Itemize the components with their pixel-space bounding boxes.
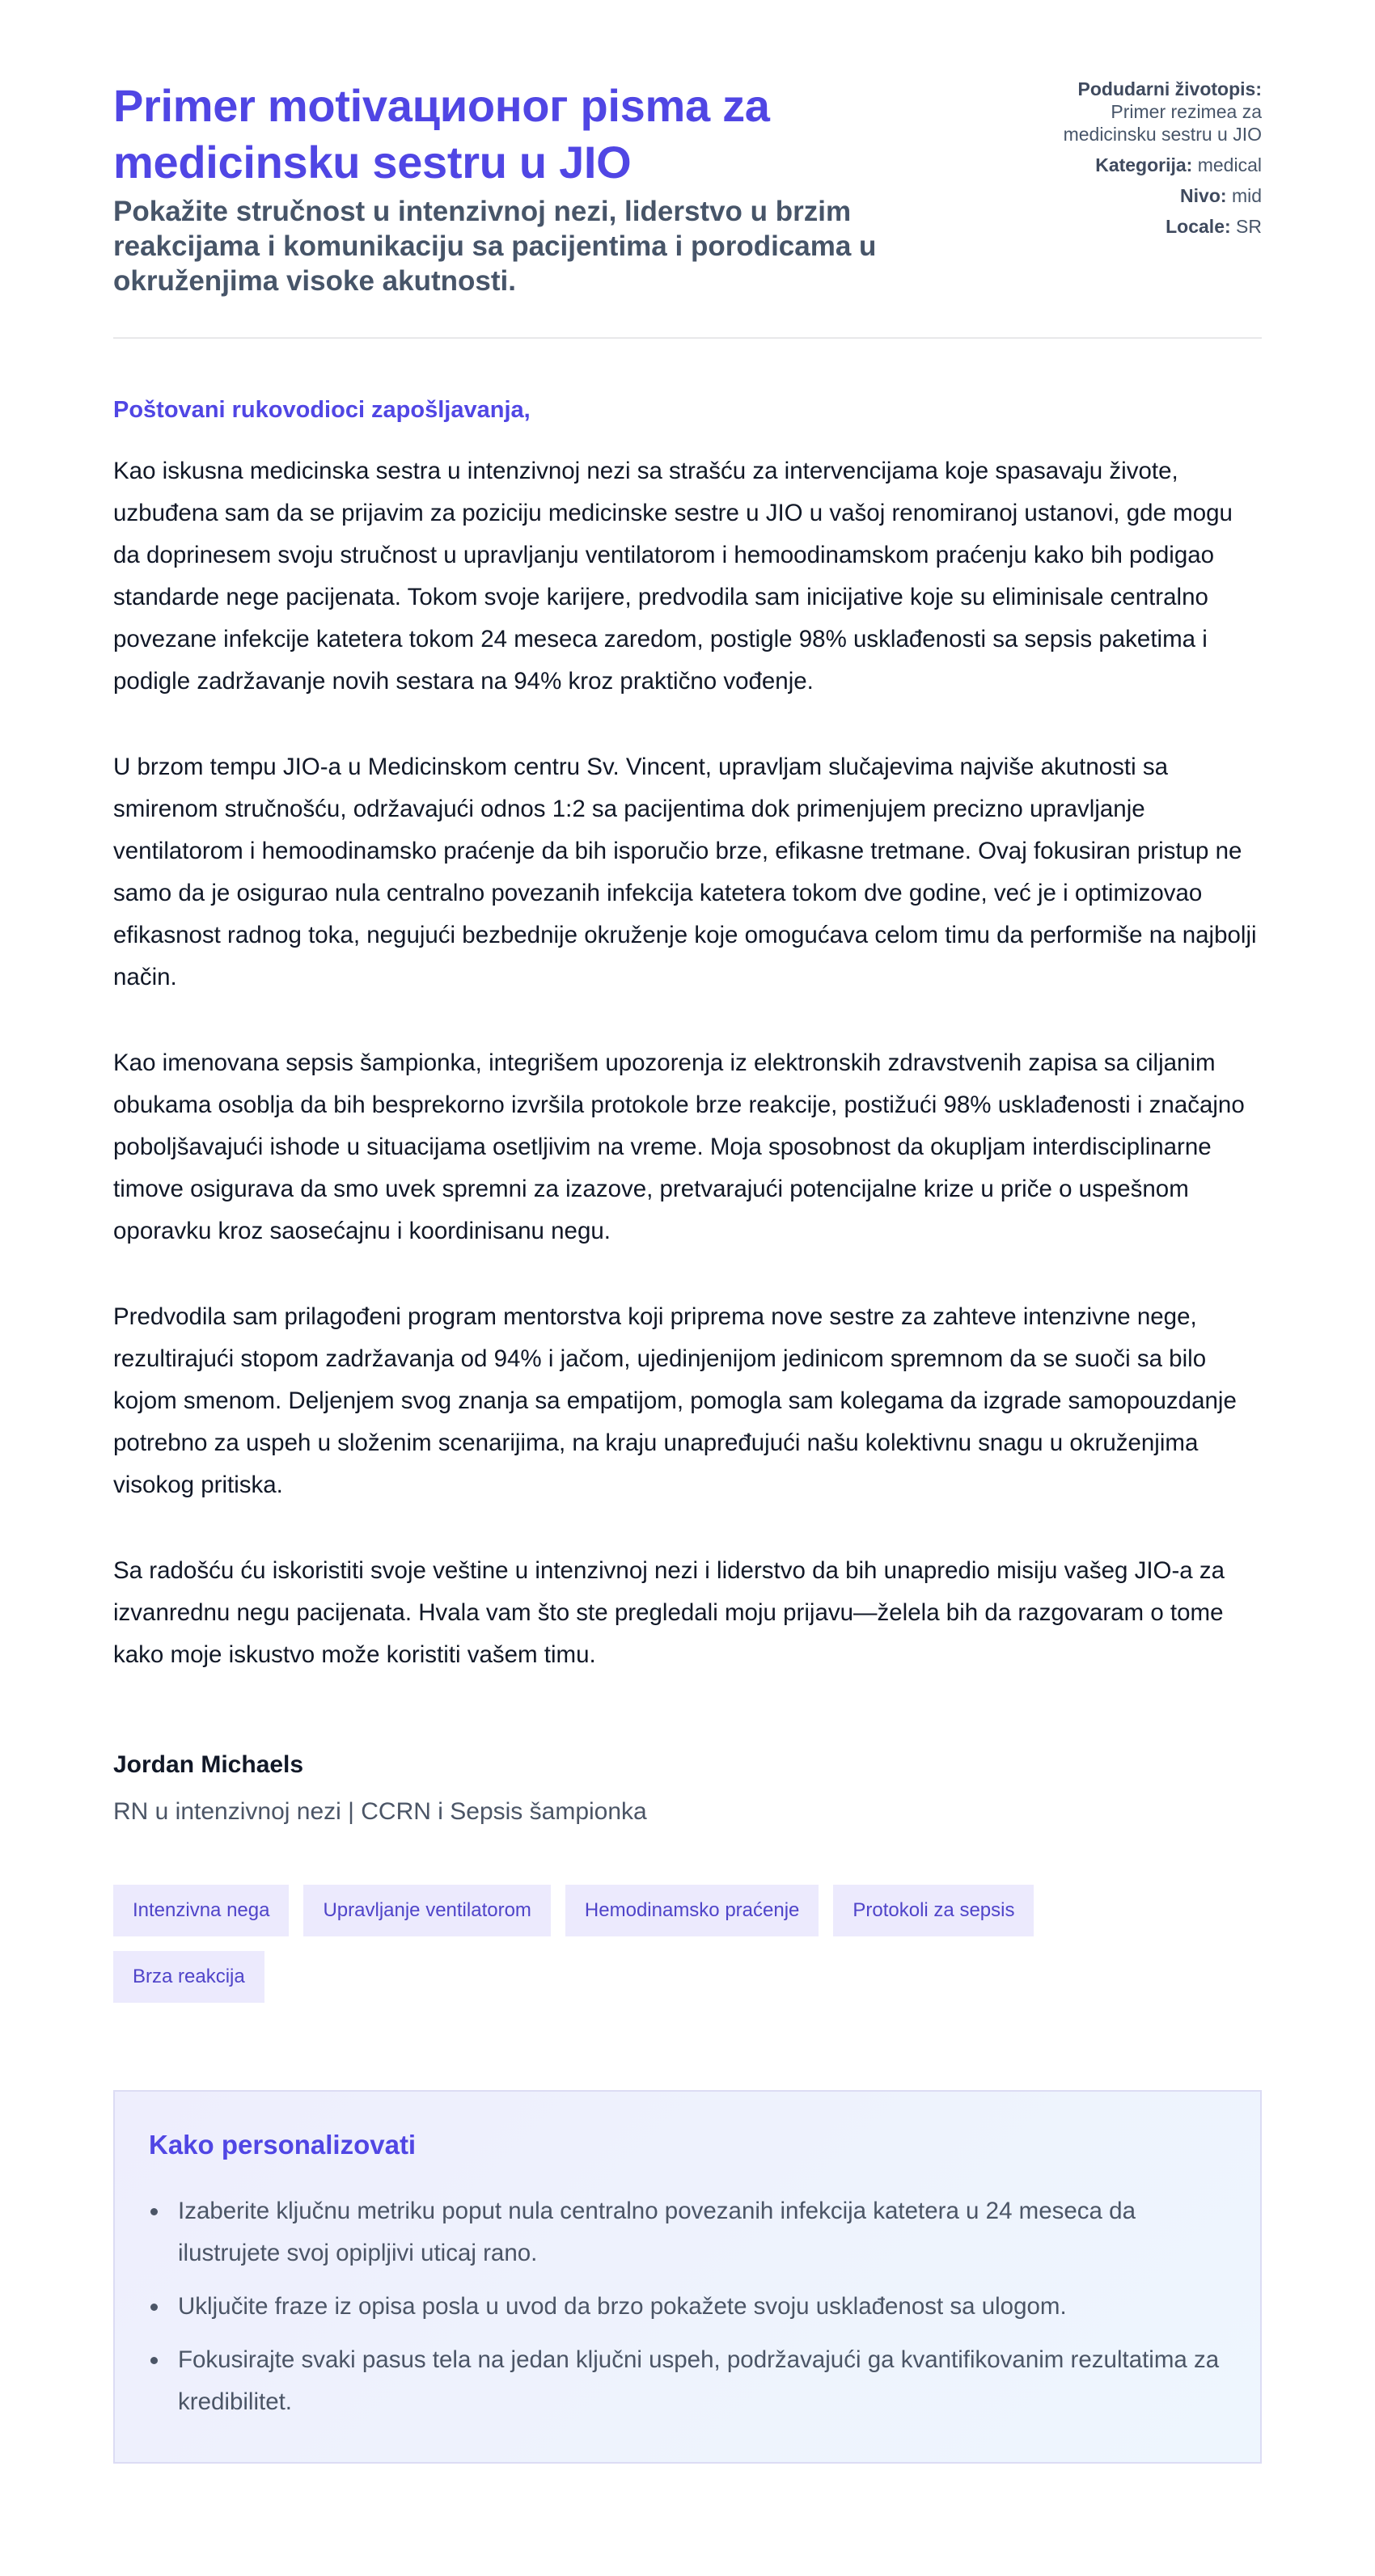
skill-tag[interactable]: Upravljanje ventilatorom xyxy=(303,1885,550,1936)
meta-level xyxy=(1019,184,1262,207)
tips-item xyxy=(149,2286,1226,2328)
meta-category-label: Kategorija: xyxy=(1095,154,1193,175)
tips-item-text: Fokusirajte svaki pasus tela na jedan ključni uspeh, podržavajući ga kvantifikovanim rezultatima za kredibilitet. xyxy=(178,2346,1220,2415)
page-header xyxy=(113,78,1262,339)
letter-greeting: Poštovani rukovodioci zapošljavanja, xyxy=(113,397,531,423)
cover-letter-page xyxy=(113,0,1262,2528)
meta-resume-label: Podudarni životopis: xyxy=(1077,78,1262,99)
tips-item xyxy=(149,2339,1226,2423)
skill-tag[interactable]: Brza reakcija xyxy=(113,1951,264,2003)
meta-category xyxy=(1019,154,1262,176)
skill-tag[interactable]: Protokoli za sepsis xyxy=(833,1885,1034,1936)
skill-tag[interactable]: Intenzivna nega xyxy=(113,1885,289,1936)
letter-paragraph: Kao iskusna medicinska sestra u intenzivnoj nezi sa strašću za intervencijama koje spasavaju živote, uzbuđena sam da se prijavim za poziciju medicinske sestre u JIO u vašoj renomiranoj ustanovi, gde mogu da doprinesem svoju stručnost u upravljanju ventilatorom i hemoodinamskom praćenju kako bih podigao standarde nege pacijenata. Tokom svoje karijere, predvodila sam inicijative koje su eliminisale centralno povezane infekcije katetera tokom 24 meseca zaredom, postigle 98% usklađenosti sa sepsis paketima i podigle zadržavanje novih sestara na 94% kroz praktično vođenje. xyxy=(113,458,1233,695)
bullet-icon xyxy=(150,2357,158,2364)
tips-item-text: Izaberite ključnu metriku poput nula centralno povezanih infekcija katetera u 24 meseca da ilustrujete svoj opipljivi uticaj rano. xyxy=(178,2198,1136,2266)
signature-name: Jordan Michaels xyxy=(113,1751,304,1778)
tips-list xyxy=(149,2190,1226,2423)
tips-item-text: Uključite fraze iz opisa posla u uvod da brzo pokažete svoju usklađenost sa ulogom. xyxy=(178,2293,1067,2320)
page-title: Primer motivaционог pisma za medicinsku sestru u JIO xyxy=(113,80,770,188)
personalization-tips xyxy=(113,2090,1262,2464)
meta-resume-link[interactable]: Primer rezimea za medicinsku sestru u JIO xyxy=(1063,101,1262,145)
meta-category-value: medical xyxy=(1197,154,1262,175)
tips-title: Kako personalizovati xyxy=(149,2130,417,2160)
skill-tag[interactable]: Hemodinamsko praćenje xyxy=(565,1885,819,1936)
skill-tags xyxy=(113,1885,1165,2003)
header-titles xyxy=(113,78,938,298)
letter-paragraph: Kao imenovana sepsis šampionka, integrišem upozorenja iz elektronskih zdravstvenih zapisa sa ciljanim obukama osoblja da bih besprekorno izvršila protokole brze reakcije, postižući 98% usklađenosti i značajno poboljšavajući ishode u situacijama osetljivim na vreme. Moja sposobnost da okupljam interdisciplinarne timove osigurava da smo uvek spremni za izazove, pretvarajući potencijalne krize u priče o uspešnom oporavku kroz saosećajnu i koordinisanu negu. xyxy=(113,1049,1245,1244)
meta-panel xyxy=(1019,78,1262,246)
letter-paragraph: U brzom tempu JIO-a u Medicinskom centru Sv. Vincent, upravljam slučajevima najviše akutnosti sa smirenom stručnošću, održavajući odnos 1:2 sa pacijentima dok primenjujem precizno upravljanje ventilatorom i hemoodinamsko praćenje da bih isporučio brze, efikasne tretmane. Ovaj fokusiran pristup ne samo da je osigurao nula centralno povezanih infekcija katetera tokom dve godine, već je i optimizovao efikasnost radnog toka, negujući bezbednije okruženje koje omogućava celom timu da performiše na najbolji način. xyxy=(113,754,1257,990)
letter-body xyxy=(113,394,1262,1676)
bullet-icon xyxy=(150,2304,158,2311)
page-subtitle: Pokažite stručnost u intenzivnoj nezi, liderstvo u brzim reakcijama i komunikaciju sa pacijentima i porodicama u okruženjima visoke akutnosti. xyxy=(113,196,877,297)
meta-level-label: Nivo: xyxy=(1180,185,1227,206)
meta-locale xyxy=(1019,215,1262,238)
meta-locale-value: SR xyxy=(1236,216,1262,237)
meta-locale-label: Locale: xyxy=(1166,216,1231,237)
meta-level-value: mid xyxy=(1231,185,1262,206)
signature-title: RN u intenzivnoj nezi | CCRN i Sepsis šampionka xyxy=(113,1798,647,1825)
letter-paragraph: Predvodila sam prilagođeni program mentorstva koji priprema nove sestre za zahteve intenzivne nege, rezultirajući stopom zadržavanja od 94% i jačom, ujedinjenijom jedinicom spremnom da se suoči sa bilo kojom smenom. Deljenjem svog znanja sa empatijom, pomogla sam kolegama da izgrade samopouzdanje potrebno za uspeh u složenim scenarijima, na kraju unapređujući našu kolektivnu snagu u okruženjima visokog pritiska. xyxy=(113,1303,1237,1498)
letter-paragraph: Sa radošću ću iskoristiti svoje veštine u intenzivnoj nezi i liderstvo da bih unapredio misiju vašeg JIO-a za izvanrednu negu pacijenata. Hvala vam što ste pregledali moju prijavu—želela bih da razgovaram o tome kako moje iskustvo može koristiti vašem timu. xyxy=(113,1557,1225,1668)
bullet-icon xyxy=(150,2208,158,2215)
tips-item xyxy=(149,2190,1226,2274)
meta-matching-resume xyxy=(1019,78,1262,146)
signature-block xyxy=(113,1749,1262,1828)
